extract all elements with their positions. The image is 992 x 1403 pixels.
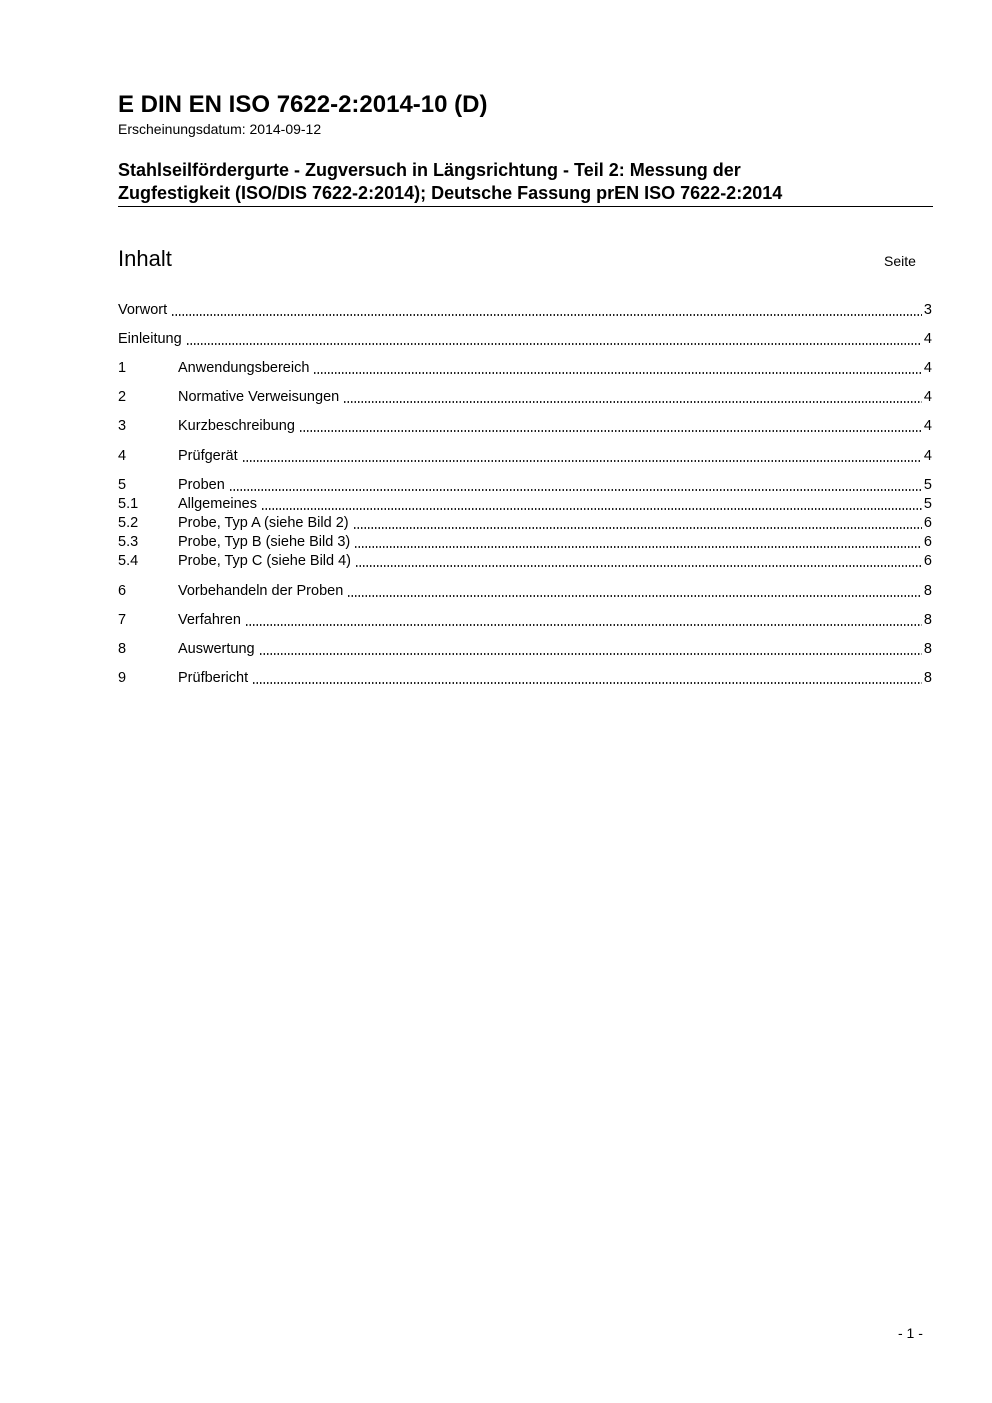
- document-title-line-1: Stahlseilfördergurte - Zugversuch in Längsrichtung - Teil 2: Messung der: [118, 160, 741, 180]
- toc-entry-number: 4: [118, 448, 127, 464]
- page-number: - 1 -: [898, 1325, 923, 1341]
- toc-entry-number: 6: [118, 583, 127, 599]
- document-code: E DIN EN ISO 7622-2:2014-10 (D): [118, 91, 488, 118]
- toc-entry-label: Allgemeines: [178, 496, 257, 512]
- toc-entry-4[interactable]: [118, 447, 932, 466]
- toc-dot-leader: [355, 565, 922, 567]
- toc-entry-page: 4: [923, 331, 932, 347]
- toc-entry-label: Probe, Typ C (siehe Bild 4): [178, 553, 352, 569]
- toc-entry-number: 8: [118, 641, 127, 657]
- toc-entry-number: 5.1: [118, 496, 139, 512]
- title-divider: [118, 206, 933, 207]
- toc-entry-label: Vorbehandeln der Proben: [178, 583, 344, 599]
- toc-dot-leader: [299, 430, 922, 432]
- toc-entry-number: 5: [118, 477, 127, 493]
- toc-entry-page: 5: [923, 496, 932, 512]
- toc-entry-7[interactable]: [118, 611, 932, 630]
- toc-dot-leader: [353, 527, 922, 529]
- toc-entry-label: Proben: [178, 477, 225, 493]
- toc-dot-leader: [347, 595, 922, 597]
- toc-dot-leader: [261, 508, 922, 510]
- toc-entry-label: Anwendungsbereich: [178, 360, 310, 376]
- toc-entry-5-1[interactable]: [118, 495, 932, 514]
- toc-entry-page: 8: [923, 612, 932, 628]
- toc-entry-page: 8: [923, 670, 932, 686]
- toc-entry-page: 6: [923, 515, 932, 531]
- toc-entry-number: 9: [118, 670, 127, 686]
- toc-dot-leader: [259, 653, 922, 655]
- toc-entry-page: 4: [923, 418, 932, 434]
- toc-entry-8[interactable]: [118, 640, 932, 659]
- publication-date: Erscheinungsdatum: 2014-09-12: [118, 121, 322, 137]
- toc-heading: Inhalt: [118, 246, 172, 271]
- toc-entry-number: 1: [118, 360, 127, 376]
- toc-entry-label: Verfahren: [178, 612, 241, 628]
- toc-entry-5-4[interactable]: [118, 552, 932, 571]
- toc-dot-leader: [229, 489, 922, 491]
- toc-entry-label: Prüfbericht: [178, 670, 249, 686]
- toc-entry-page: 8: [923, 641, 932, 657]
- toc-entry-page: 3: [923, 302, 932, 318]
- toc-entry-page: 4: [923, 389, 932, 405]
- toc-entry-9[interactable]: [118, 669, 932, 688]
- toc-dot-leader: [343, 401, 922, 403]
- toc-entry-page: 5: [923, 477, 932, 493]
- toc-entry-5[interactable]: [118, 476, 932, 495]
- toc-entry-label: Probe, Typ B (siehe Bild 3): [178, 534, 351, 550]
- document-title-line-2: Zugfestigkeit (ISO/DIS 7622-2:2014); Deutsche Fassung prEN ISO 7622-2:2014: [118, 183, 783, 203]
- toc-entry-number: 5.3: [118, 534, 139, 550]
- toc-entry-page: 8: [923, 583, 932, 599]
- toc-entry-label: Normative Verweisungen: [178, 389, 340, 405]
- toc-dot-leader: [242, 460, 922, 462]
- toc-entry-page: 4: [923, 360, 932, 376]
- document-title: [118, 159, 918, 205]
- toc-entry-number: 7: [118, 612, 127, 628]
- toc-dot-leader: [354, 546, 922, 548]
- toc-entry-label: Auswertung: [178, 641, 255, 657]
- toc-dot-leader: [171, 314, 922, 316]
- toc-entry-3[interactable]: [118, 417, 932, 436]
- toc-entry-page: 6: [923, 553, 932, 569]
- toc-entry-number: 5.4: [118, 553, 139, 569]
- toc-page-column-heading: Seite: [884, 253, 916, 269]
- toc-dot-leader: [313, 372, 922, 374]
- toc-entry-5-3[interactable]: [118, 533, 932, 552]
- toc-dot-leader: [245, 624, 922, 626]
- toc-entry-label: Probe, Typ A (siehe Bild 2): [178, 515, 349, 531]
- toc-entry-page: 4: [923, 448, 932, 464]
- toc-entry-label: Vorwort: [118, 302, 168, 318]
- toc-entry-page: 6: [923, 534, 932, 550]
- toc-entry-6[interactable]: [118, 582, 932, 601]
- toc-entry-2[interactable]: [118, 388, 932, 407]
- toc-entry-label: Prüfgerät: [178, 448, 238, 464]
- toc-entry-label: Kurzbeschreibung: [178, 418, 295, 434]
- toc-entry-einleitung[interactable]: [118, 330, 932, 349]
- toc-entry-1[interactable]: [118, 359, 932, 378]
- toc-dot-leader: [252, 682, 922, 684]
- toc-entry-number: 2: [118, 389, 127, 405]
- toc-entry-label: Einleitung: [118, 331, 182, 347]
- toc-entry-number: 5.2: [118, 515, 139, 531]
- toc-entry-5-2[interactable]: [118, 514, 932, 533]
- toc-entry-vorwort[interactable]: [118, 301, 932, 320]
- toc-entry-number: 3: [118, 418, 127, 434]
- toc-dot-leader: [186, 343, 922, 345]
